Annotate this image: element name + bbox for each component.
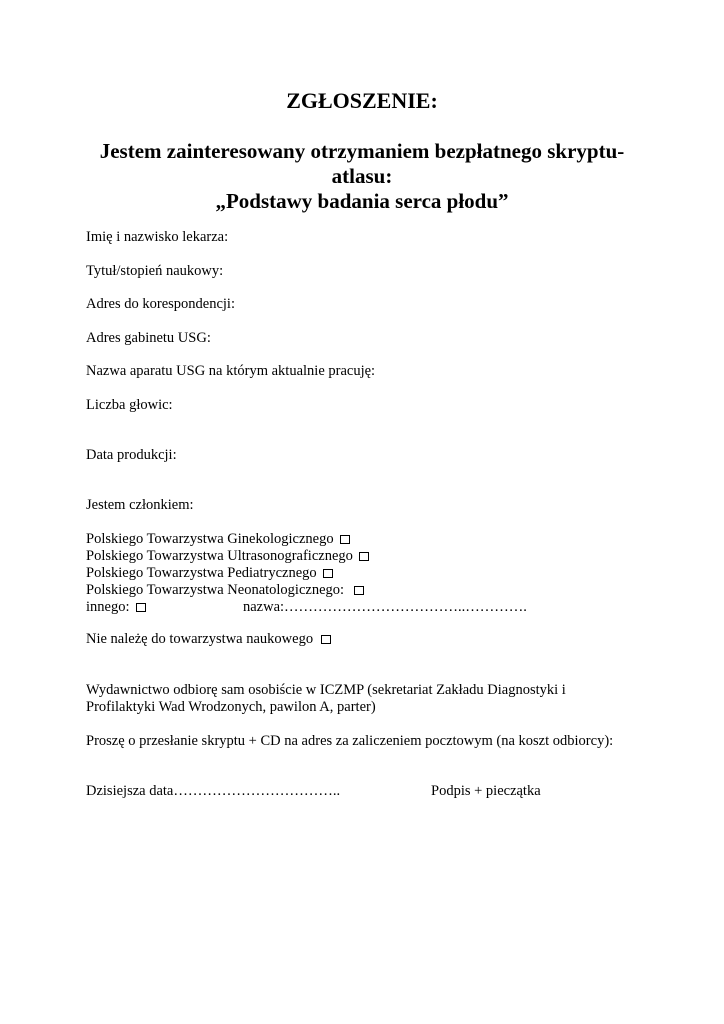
date-field[interactable]: Dzisiejsza data…………………………….. [86,783,341,799]
membership-other-label: innego: [86,599,130,615]
membership-none-label: Nie należę do towarzystwa naukowego [86,631,314,647]
pickup-line-1: Wydawnictwo odbiorę sam osobiście w ICZMP (sekretariat Zakładu Diagnostyki i [86,682,566,698]
field-name-label: Imię i nazwisko lekarza: [86,229,229,245]
field-probes-label: Liczba głowic: [86,397,173,413]
field-address-label: Adres do korespondencji: [86,296,235,312]
membership-option-label: Polskiego Towarzystwa Ultrasonograficznego [86,548,353,564]
membership-gynecology-checkbox[interactable] [340,535,350,544]
subtitle-line-2: atlasu: [331,164,393,188]
membership-label: Jestem członkiem: [86,497,194,513]
membership-pediatrics-checkbox[interactable] [323,569,333,578]
membership-option-ultrasound [86,548,369,565]
membership-other-row [86,599,146,616]
membership-option-label: Polskiego Towarzystwa Ginekologicznego [86,531,334,547]
membership-none-checkbox[interactable] [321,635,331,644]
form-heading: ZGŁOSZENIE: [286,88,438,113]
subtitle-line-3: „Podstawy badania serca płodu” [215,189,509,213]
membership-other-checkbox[interactable] [136,603,146,612]
membership-option-pediatrics [86,565,333,582]
membership-ultrasound-checkbox[interactable] [359,552,369,561]
membership-option-gynecology [86,531,350,548]
membership-option-label: Polskiego Towarzystwa Neonatologicznego: [86,582,345,598]
membership-option-label: Polskiego Towarzystwa Pediatrycznego [86,565,317,581]
shipping-request: Proszę o przesłanie skryptu + CD na adres za zaliczeniem pocztowym (na koszt odbiorcy): [86,733,614,749]
field-office-label: Adres gabinetu USG: [86,330,211,346]
field-title-label: Tytuł/stopień naukowy: [86,263,224,279]
membership-none-row [86,631,331,648]
membership-other-name-field[interactable]: nazwa:………………………………..…………. [243,599,527,615]
membership-option-neonatology [86,582,364,599]
pickup-line-2: Profilaktyki Wad Wrodzonych, pawilon A, parter) [86,699,376,715]
field-device-label: Nazwa aparatu USG na którym aktualnie pracuję: [86,363,376,379]
field-production-label: Data produkcji: [86,447,177,463]
signature-label: Podpis + pieczątka [431,783,541,799]
membership-neonatology-checkbox[interactable] [354,586,364,595]
subtitle-line-1: Jestem zainteresowany otrzymaniem bezpłatnego skryptu- [99,139,625,163]
